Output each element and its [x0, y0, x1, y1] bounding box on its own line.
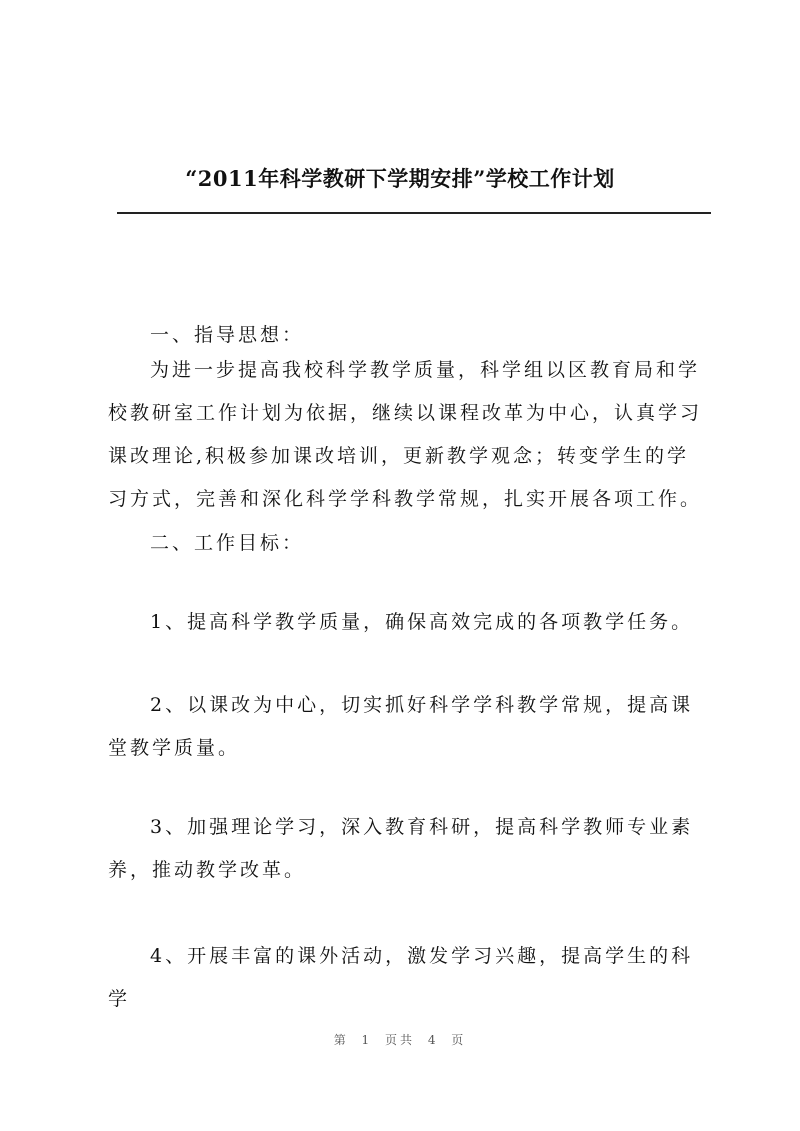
goal-item-1: 1、提高科学教学质量，确保高效完成的各项教学任务。: [150, 611, 694, 633]
section-heading-work-goals: 二、工作目标：: [150, 532, 305, 554]
paragraph-guiding-thought: 为进一步提高我校科学教学质量，科学组以区教育局和学校教研室工作计划为依据，继续以课程改革为中心，认真学习课改理论,积极参加课改培训，更新教学观念；转变学生的学习方式，完善和深化科学学科教学常规，扎实开展各项工作。: [108, 359, 703, 510]
document-title: “2011年科学教研下学期安排”学校工作计划: [185, 166, 615, 191]
goal-item-2: 2、以课改为中心，切实抓好科学学科教学常规，提高课堂教学质量。: [108, 694, 694, 759]
goal-item-3: 3、加强理论学习，深入教育科研，提高科学教师专业素养，推动教学改革。: [108, 816, 694, 881]
page-number-footer: 第 1 页共 4 页: [333, 1033, 467, 1047]
title-underline: [117, 212, 711, 214]
section-heading-guiding-thought: 一、指导思想：: [150, 324, 305, 346]
goal-item-4: 4、开展丰富的课外活动，激发学习兴趣，提高学生的科学: [108, 945, 694, 1010]
